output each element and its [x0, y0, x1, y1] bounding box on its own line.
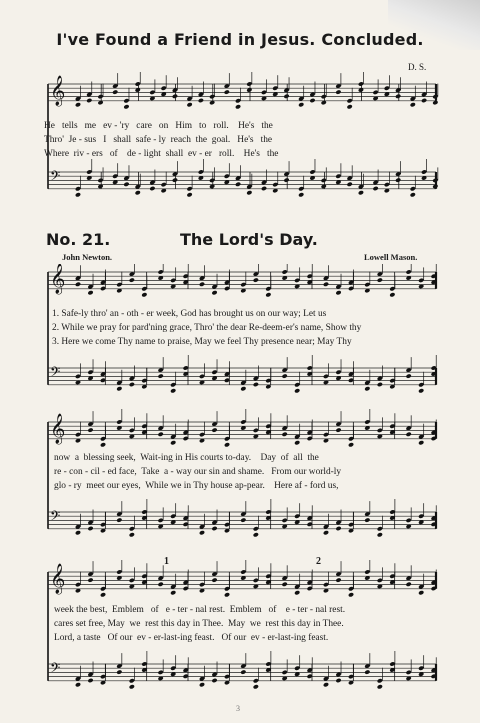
note-head: [75, 682, 81, 687]
note-head: [170, 440, 176, 445]
note-head: [211, 427, 217, 432]
note-head: [75, 282, 81, 287]
note-head: [87, 577, 93, 582]
note-head: [335, 526, 341, 531]
note-head: [364, 386, 370, 391]
treble-staff: [48, 409, 437, 447]
hymn-top-title: I've Found a Friend in Jesus. Concluded.: [56, 30, 424, 49]
note-head: [123, 182, 129, 187]
lyric-verse-2: 2. While we pray for pard'ning grace, Thro' the dear Re-deem-er's name, Show thy: [52, 323, 362, 333]
note-head: [253, 382, 259, 387]
note-head: [253, 684, 259, 689]
lyric-verse-2: re - con - cil - ed face, Take a - way our sin and shame. From our world-ly: [54, 467, 342, 477]
note-head: [141, 292, 147, 297]
bass-staff: [48, 651, 437, 689]
note-head: [75, 530, 81, 535]
treble-clef-icon: 𝄞: [50, 564, 66, 594]
note-head: [364, 517, 370, 522]
note-head: [377, 382, 383, 387]
note-head: [283, 177, 289, 182]
lyric-verse-1: 1. Safe-ly thro' an - oth - er week, God has brought us on our way; Let us: [52, 309, 327, 319]
note-head: [364, 669, 370, 674]
note-head: [240, 669, 246, 674]
note-head: [135, 190, 141, 195]
note-head: [240, 517, 246, 522]
volta-second-ending: 2: [316, 556, 321, 567]
note-head: [199, 530, 205, 535]
lyric-line-3: Where riv - ers of de - light shall ev - er roll. He's the: [44, 149, 279, 159]
note-head: [309, 98, 315, 103]
note-head: [294, 590, 300, 595]
note-head: [377, 532, 383, 537]
music-system-1: [44, 264, 440, 406]
note-head: [358, 190, 364, 195]
note-head: [395, 177, 401, 182]
note-head: [235, 104, 241, 109]
note-head: [211, 290, 217, 295]
note-head: [335, 678, 341, 683]
bass-clef-icon: 𝄢: [50, 508, 61, 527]
note-head: [129, 684, 135, 689]
note-head: [240, 386, 246, 391]
note-head: [406, 373, 412, 378]
hymn-title: The Lord's Day.: [180, 230, 318, 249]
note-head: [348, 592, 354, 597]
note-head: [335, 577, 341, 582]
note-head: [323, 682, 329, 687]
note-head: [282, 373, 288, 378]
note-head: [112, 89, 118, 94]
note-head: [347, 104, 353, 109]
lyricist-credit: John Newton.: [62, 252, 113, 262]
note-head: [187, 192, 193, 197]
note-head: [224, 89, 230, 94]
note-head: [224, 442, 230, 447]
note-head: [211, 577, 217, 582]
music-system-3: [44, 556, 440, 702]
hymn-number: No. 21.: [46, 230, 111, 249]
note-head: [158, 432, 164, 437]
note-head: [298, 192, 304, 197]
staff-notation-3: [44, 560, 440, 702]
treble-staff: [48, 560, 437, 597]
note-head: [172, 94, 178, 99]
bass-clef-icon: 𝄢: [50, 660, 61, 679]
music-system-top: [44, 72, 440, 202]
bass-staff: [48, 159, 438, 197]
note-head: [282, 582, 288, 587]
note-head: [335, 290, 341, 295]
note-head: [335, 427, 341, 432]
note-head: [406, 582, 412, 587]
staff-notation-2: [44, 408, 440, 550]
note-head: [100, 442, 106, 447]
note-head: [421, 98, 427, 103]
staff-notation-1: [44, 264, 440, 406]
bass-staff: [48, 499, 437, 537]
note-head: [395, 94, 401, 99]
note-head: [158, 582, 164, 587]
note-head: [87, 427, 93, 432]
note-head: [261, 186, 267, 191]
page-number: 3: [236, 704, 240, 713]
note-head: [410, 102, 416, 107]
lyric-line-1: He tells me ev - 'ry care on Him to roll. He's the: [44, 121, 273, 131]
note-head: [116, 669, 122, 674]
note-head: [253, 532, 259, 537]
note-head: [199, 682, 205, 687]
note-head: [294, 440, 300, 445]
treble-clef-icon: 𝄞: [50, 76, 66, 106]
ds-marking: D. S.: [408, 62, 427, 72]
lyric-verse-1: now a blessing seek, Wait-ing in His courts to-day. Day of all the: [54, 453, 319, 463]
note-head: [298, 102, 304, 107]
music-system-2: [44, 408, 440, 550]
note-head: [323, 530, 329, 535]
note-head: [265, 292, 271, 297]
note-head: [418, 440, 424, 445]
note-head: [377, 277, 383, 282]
treble-staff: [48, 72, 438, 109]
note-head: [87, 678, 93, 683]
note-head: [418, 388, 424, 393]
lyric-verse-3: glo - ry meet our eyes, While we in Thy house ap-pear. Here af - ford us,: [54, 481, 339, 491]
volta-first-ending: 1: [164, 556, 169, 567]
note-head: [211, 526, 217, 531]
lyric-verse-2: cares set free, May we rest this day in Thee. May we rest this day in Thee.: [54, 619, 344, 629]
note-head: [129, 532, 135, 537]
note-head: [123, 104, 129, 109]
note-head: [406, 432, 412, 437]
note-head: [283, 94, 289, 99]
note-head: [199, 282, 205, 287]
lyric-verse-1: week the best, Emblem of e - ter - nal rest. Emblem of e - ter - nal rest.: [54, 605, 346, 615]
note-head: [347, 182, 353, 187]
note-head: [246, 190, 252, 195]
note-head: [198, 98, 204, 103]
bass-clef-icon: 𝄢: [50, 168, 61, 187]
note-head: [86, 98, 92, 103]
note-head: [224, 592, 230, 597]
note-head: [282, 432, 288, 437]
note-head: [149, 186, 155, 191]
note-head: [170, 590, 176, 595]
treble-clef-icon: 𝄞: [50, 414, 66, 444]
lyric-verse-3: Lord, a taste Of our ev - er-last-ing feast. Of our ev - er-last-ing feast.: [54, 633, 329, 643]
note-head: [335, 89, 341, 94]
note-head: [410, 192, 416, 197]
bass-staff: [48, 355, 437, 393]
note-head: [170, 388, 176, 393]
note-head: [87, 290, 93, 295]
note-head: [158, 373, 164, 378]
note-head: [75, 192, 81, 197]
note-head: [129, 277, 135, 282]
lyric-verse-3: 3. Here we come Thy name to praise, May we feel Thy presence near; May Thy: [52, 337, 352, 347]
note-head: [75, 102, 81, 107]
treble-clef-icon: 𝄞: [50, 264, 66, 294]
note-head: [116, 386, 122, 391]
note-head: [187, 102, 193, 107]
treble-staff: [48, 264, 437, 297]
bass-clef-icon: 𝄢: [50, 364, 61, 383]
lyric-line-2: Thro' Je - sus I shall safe - ly reach the goal. He's the: [44, 135, 273, 145]
note-head: [235, 182, 241, 187]
note-head: [418, 590, 424, 595]
note-head: [373, 186, 379, 191]
note-head: [129, 382, 135, 387]
note-head: [377, 684, 383, 689]
note-head: [294, 388, 300, 393]
note-head: [172, 177, 178, 182]
note-head: [389, 292, 395, 297]
note-head: [87, 526, 93, 531]
note-head: [253, 277, 259, 282]
note-head: [116, 517, 122, 522]
note-head: [323, 282, 329, 287]
note-head: [100, 592, 106, 597]
note-head: [211, 678, 217, 683]
composer-credit: Lowell Mason.: [364, 252, 418, 262]
note-head: [348, 442, 354, 447]
